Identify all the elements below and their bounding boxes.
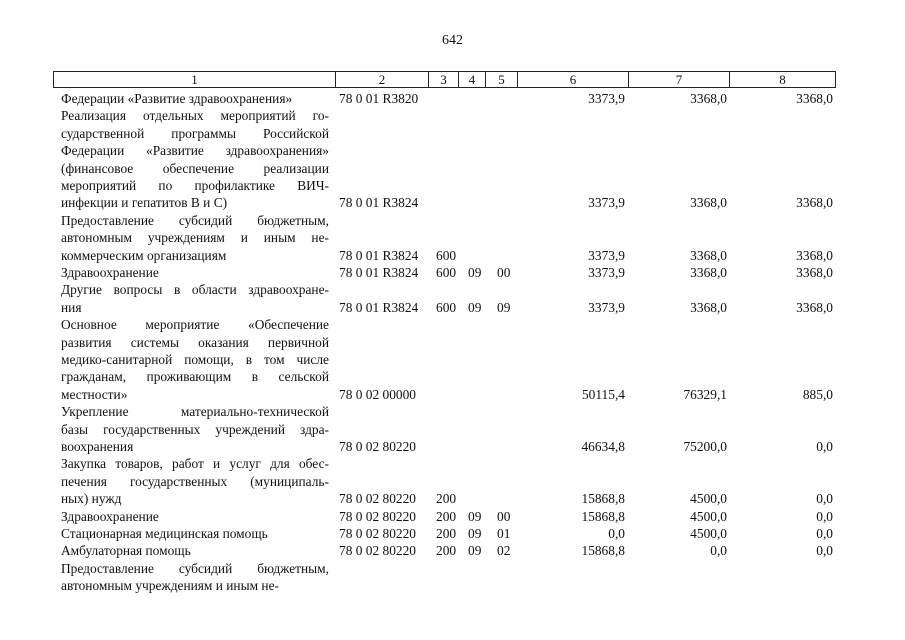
table-row [0, 107, 905, 211]
header-col-1: 1 [191, 72, 198, 87]
row-pr: 00 [497, 508, 511, 524]
row-pr: 09 [497, 299, 511, 315]
row-description [61, 542, 329, 559]
description-line: медико-санитарной помощи, в том числе [61, 352, 329, 367]
row-value-col6: 15868,8 [581, 543, 625, 559]
row-vr: 200 [436, 508, 457, 524]
row-description [61, 455, 329, 507]
description-line: гражданам, проживающим в сельской [61, 369, 329, 385]
row-vr: 200 [436, 543, 457, 559]
row-value-col7: 3368,0 [690, 299, 727, 315]
table-row [0, 508, 905, 525]
description-line: сударственной программы Российской [61, 125, 329, 141]
row-rz: 09 [468, 508, 482, 524]
description-line: Федерации «Развитие здравоохранения» [61, 143, 329, 159]
row-value-col6: 3373,9 [588, 247, 625, 263]
row-value-col7: 4500,0 [690, 508, 727, 524]
description-line: печения государственных (муниципаль- [61, 473, 329, 489]
row-pr: 01 [497, 526, 511, 541]
header-col-7: 7 [628, 72, 729, 87]
row-value-col6: 46634,8 [581, 438, 625, 454]
description-line: (финансовое обеспечение реализации [61, 160, 329, 176]
row-description [61, 560, 329, 595]
row-description [61, 281, 329, 316]
table-row [0, 281, 905, 316]
row-rz: 09 [468, 526, 482, 541]
description-line: мероприятий по профилактике ВИЧ- [61, 178, 329, 194]
row-description [61, 107, 329, 211]
description-line: инфекции и гепатитов В и С) [61, 195, 228, 211]
header-col-2: 2 [335, 72, 428, 87]
row-vr: 600 [436, 265, 457, 280]
row-value-col8: 885,0 [802, 386, 833, 402]
row-code: 78 0 01 R3824 [339, 195, 419, 211]
row-value-col6: 50115,4 [581, 386, 625, 402]
description-line: воохранения [61, 439, 134, 454]
row-code: 78 0 02 80220 [339, 543, 416, 559]
description-line: Укрепление материально-технической [61, 404, 329, 420]
description-line: Здравоохранение [61, 508, 159, 524]
description-line: местности» [61, 386, 128, 402]
row-value-col8: 3368,0 [796, 195, 833, 211]
description-line: развития системы оказания первичной [61, 334, 329, 350]
row-description [61, 525, 329, 542]
table-row [0, 403, 905, 455]
table-row [0, 525, 905, 542]
description-line: Здравоохранение [61, 265, 159, 280]
row-value-col7: 3368,0 [690, 265, 727, 280]
row-value-col7: 76329,1 [683, 386, 727, 402]
description-line: автономным учреждениям и иным не- [61, 230, 329, 246]
row-value-col6: 3373,9 [588, 195, 625, 211]
row-value-col7: 0,0 [710, 543, 727, 559]
header-col-5: 5 [485, 72, 517, 87]
row-vr: 200 [436, 491, 457, 507]
row-value-col8: 3368,0 [796, 265, 833, 280]
row-rz: 09 [468, 265, 482, 280]
table-row [0, 264, 905, 281]
table-row [0, 455, 905, 507]
row-vr: 600 [436, 299, 457, 315]
row-value-col7: 4500,0 [690, 526, 727, 541]
description-line: Амбулаторная помощь [61, 543, 191, 559]
row-code: 78 0 02 80220 [339, 508, 416, 524]
row-value-col6: 3373,9 [588, 265, 625, 280]
row-rz: 09 [468, 299, 482, 315]
row-value-col6: 3373,9 [588, 91, 625, 106]
row-value-col7: 3368,0 [690, 247, 727, 263]
description-line: Предоставление субсидий бюджетным, [61, 560, 329, 576]
row-vr: 200 [436, 526, 457, 541]
row-code: 78 0 01 R3824 [339, 299, 419, 315]
description-line: автономным учреждениям и иным не- [61, 578, 279, 594]
row-value-col8: 0,0 [816, 543, 833, 559]
header-col-4: 4 [458, 72, 485, 87]
description-line: Основное мероприятие «Обеспечение [61, 317, 329, 333]
row-description [61, 90, 329, 107]
description-line: базы государственных учреждений здра- [61, 421, 329, 437]
row-pr: 00 [497, 265, 511, 280]
description-line: Другие вопросы в области здравоохране- [61, 282, 329, 298]
row-description [61, 403, 329, 455]
header-col-6: 6 [517, 72, 628, 87]
row-description [61, 316, 329, 403]
header-col-3: 3 [428, 72, 458, 87]
row-code: 78 0 02 80220 [339, 491, 416, 507]
row-value-col7: 3368,0 [690, 91, 727, 106]
row-value-col8: 0,0 [816, 526, 833, 541]
row-vr: 600 [436, 247, 457, 263]
row-pr: 02 [497, 543, 511, 559]
row-value-col7: 75200,0 [683, 438, 727, 454]
row-value-col8: 0,0 [816, 438, 833, 454]
row-value-col6: 15868,8 [581, 508, 625, 524]
row-code: 78 0 02 80220 [339, 526, 416, 541]
header-col-8: 8 [729, 72, 835, 87]
row-rz: 09 [468, 543, 482, 559]
row-value-col8: 0,0 [816, 491, 833, 507]
table-header [53, 71, 836, 88]
row-value-col8: 3368,0 [796, 299, 833, 315]
row-value-col8: 3368,0 [796, 247, 833, 263]
row-code: 78 0 02 00000 [339, 386, 416, 402]
row-code: 78 0 01 R3824 [339, 265, 419, 280]
row-value-col7: 4500,0 [690, 491, 727, 507]
description-line: Федерации «Развитие здравоохранения» [61, 91, 293, 106]
table-row [0, 90, 905, 107]
row-code: 78 0 01 R3820 [339, 91, 419, 106]
table-row [0, 316, 905, 403]
row-code: 78 0 02 80220 [339, 438, 416, 454]
row-value-col6: 0,0 [608, 526, 625, 541]
description-line: ных) нужд [61, 491, 122, 507]
page-number: 642 [442, 33, 463, 48]
table-row [0, 560, 905, 595]
description-line: коммерческим организациям [61, 247, 227, 263]
description-line: Стационарная медицинская помощь [61, 526, 268, 541]
table-row [0, 542, 905, 559]
row-value-col6: 3373,9 [588, 299, 625, 315]
row-description [61, 508, 329, 525]
table-row [0, 212, 905, 264]
description-line: Закупка товаров, работ и услуг для обес- [61, 456, 329, 472]
description-line: Реализация отдельных мероприятий го- [61, 108, 329, 124]
row-value-col6: 15868,8 [581, 491, 625, 507]
row-code: 78 0 01 R3824 [339, 247, 419, 263]
row-description [61, 212, 329, 264]
row-value-col7: 3368,0 [690, 195, 727, 211]
description-line: Предоставление субсидий бюджетным, [61, 212, 329, 228]
row-value-col8: 3368,0 [796, 91, 833, 106]
description-line: ния [61, 299, 82, 315]
row-description [61, 264, 329, 281]
row-value-col8: 0,0 [816, 508, 833, 524]
